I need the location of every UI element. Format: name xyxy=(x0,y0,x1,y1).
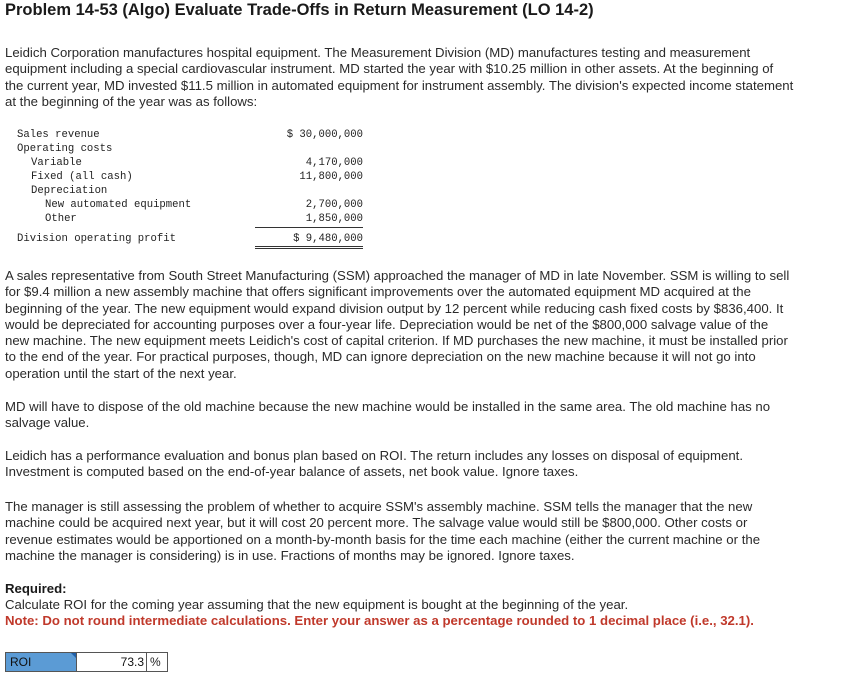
statement-row xyxy=(31,184,363,198)
intro-paragraph xyxy=(5,45,853,110)
row-label: Other xyxy=(45,213,77,225)
assessment-paragraph xyxy=(5,499,853,564)
total-double-rule xyxy=(255,246,363,249)
paragraph-line: salvage value. xyxy=(5,415,90,431)
paragraph-line: new machine. The new equipment meets Leidich's cost of capital criterion. If MD purchases the new machine, it must be installed prior xyxy=(5,333,788,349)
paragraph-line: Investment is computed based on the end-of-year balance of assets, net book value. Ignore taxes. xyxy=(5,464,579,480)
percent-unit: % xyxy=(146,653,167,671)
paragraph-line: for $9.4 million a new assembly machine that offers significant improvements over the automated equipment MD acquired at the xyxy=(5,284,751,300)
paragraph-line: operation until the start of the next year. xyxy=(5,365,237,381)
statement-row xyxy=(31,156,363,170)
row-label: Division operating profit xyxy=(17,233,176,245)
statement-row xyxy=(17,232,363,246)
roi-input[interactable] xyxy=(76,653,146,671)
rounding-note: Note: Do not round intermediate calculations. Enter your answer as a percentage rounded to 1 decimal place (i.e., 32.1). xyxy=(5,613,754,628)
row-label: Sales revenue xyxy=(17,129,100,141)
row-value: 1,850,000 xyxy=(305,213,363,225)
paragraph-line: revenue estimates would be apportioned on a month-by-month basis for the time each machine (either the current machine or the xyxy=(5,531,761,547)
row-label: Fixed (all cash) xyxy=(31,171,133,183)
statement-row xyxy=(45,198,363,212)
row-label: Depreciation xyxy=(31,185,108,197)
row-value: 4,170,000 xyxy=(305,157,363,169)
row-value: $ 9,480,000 xyxy=(293,233,363,245)
row-label: New automated equipment xyxy=(45,199,192,211)
paragraph-line: MD will have to dispose of the old machine because the new machine would be installed in the same area. The old machine has no xyxy=(5,399,771,414)
roi-label: ROI xyxy=(6,653,76,671)
income-statement xyxy=(17,128,363,250)
row-label: Variable xyxy=(31,157,82,169)
paragraph-line: The manager is still assessing the problem of whether to acquire SSM's assembly machine. SSM tells the manager that the new xyxy=(5,499,753,514)
statement-row xyxy=(31,170,363,184)
paragraph-line: A sales representative from South Street Manufacturing (SSM) approached the manager of MD in late November. SSM is willing to sell xyxy=(5,268,790,283)
paragraph-line: would be depreciated for accounting purposes over a four-year life. Depreciation would be net of the $800,000 salvage value of the xyxy=(5,316,769,332)
paragraph-line: machine could be acquired next year, but it will cost 20 percent more. The salvage value would still be $800,000. Other costs or xyxy=(5,515,748,531)
paragraph-line: beginning of the year. The new equipment would expand division output by 12 percent while reducing cash fixed costs by $836,400. It xyxy=(5,300,784,316)
intro-line: the current year, MD invested $11.5 million in automated equipment for instrument assembly. The division's expected income statement xyxy=(5,77,794,93)
statement-row xyxy=(17,142,363,156)
paragraph-line: to the end of the year. For practical purposes, though, MD can ignore depreciation on the new machine because it will not go into xyxy=(5,349,756,365)
paragraph-line: Leidich has a performance evaluation and bonus plan based on ROI. The return includes any losses on disposal of equipment. xyxy=(5,448,743,463)
required-heading: Required: xyxy=(5,581,67,596)
statement-row xyxy=(45,212,363,226)
sales-rep-paragraph xyxy=(5,268,853,382)
row-label: Operating costs xyxy=(17,143,113,155)
row-value: 2,700,000 xyxy=(305,199,363,211)
statement-row xyxy=(17,128,363,142)
intro-line: Leidich Corporation manufactures hospital equipment. The Measurement Division (MD) manufactures testing and measurement xyxy=(5,45,751,60)
row-value: 11,800,000 xyxy=(299,171,363,183)
required-text: Calculate ROI for the coming year assuming that the new equipment is bought at the beginning of the year. xyxy=(5,597,629,612)
paragraph-line: machine the manager is considering) is in use. Fractions of months may be ignored. Ignore taxes. xyxy=(5,547,575,563)
subtotal-rule xyxy=(255,227,363,228)
intro-line: equipment including a special cardiovascular instrument. MD started the year with $10.25 million in other assets. At the beginning of xyxy=(5,61,774,77)
disposal-paragraph xyxy=(5,399,853,432)
roi-answer-row xyxy=(5,652,168,672)
row-value: $ 30,000,000 xyxy=(286,129,363,141)
evaluation-paragraph xyxy=(5,448,853,481)
page-title: Problem 14-53 (Algo) Evaluate Trade-Offs in Return Measurement (LO 14-2) xyxy=(5,1,594,19)
intro-line: at the beginning of the year was as follows: xyxy=(5,93,258,109)
